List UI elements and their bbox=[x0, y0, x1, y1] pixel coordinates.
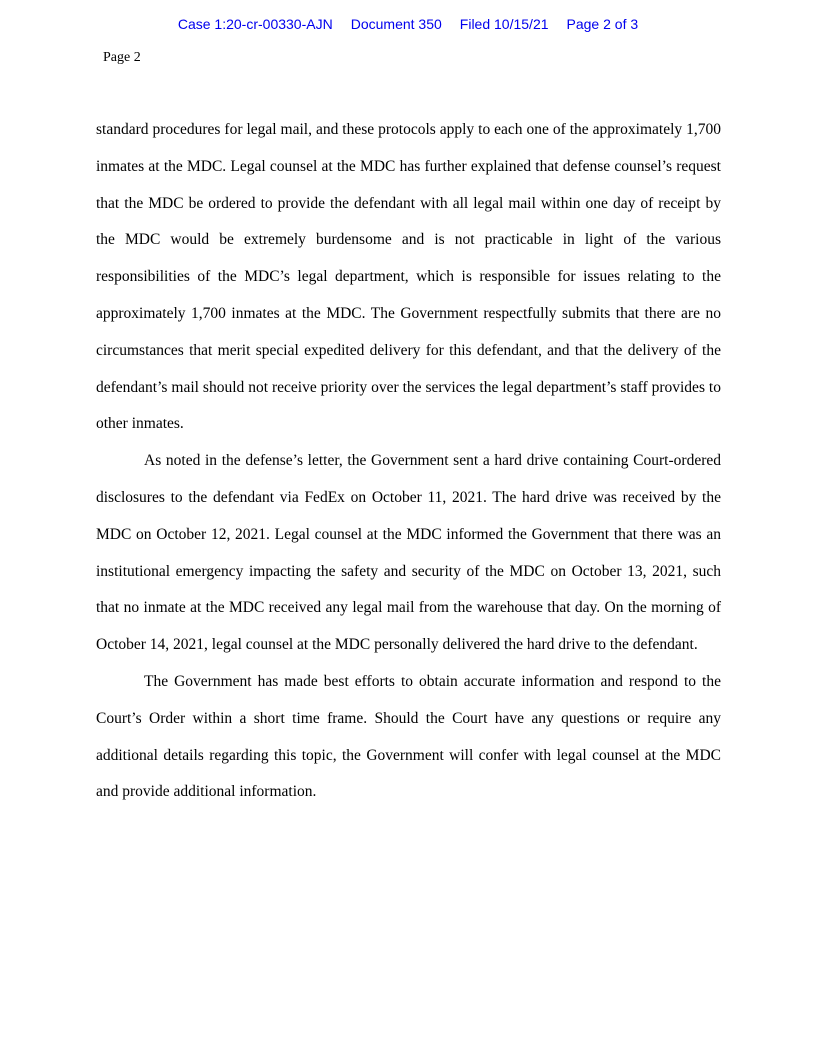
ecf-header-stamp bbox=[0, 16, 816, 32]
stamp-case-number: Case 1:20-cr-00330-AJN bbox=[177, 16, 333, 32]
paragraph-3: The Government has made best efforts to obtain accurate information and respond to the Court’s Order within a short time frame. Should the Court have any questions or require any additional details regarding this topic, the Government will confer with legal counsel at the MDC and provide additional information. bbox=[96, 672, 721, 801]
document-body bbox=[96, 112, 721, 811]
stamp-document-number: Document 350 bbox=[350, 16, 442, 32]
paragraph-1: standard procedures for legal mail, and these protocols apply to each one of the approximately 1,700 inmates at the MDC. Legal counsel at the MDC has further explained that defense counsel’s request that the MDC be ordered to provide the defendant with all legal mail within one day of receipt by the MDC would be extremely burdensome and is not practicable in light of the various responsibilities of the MDC’s legal department, which is responsible for issues relating to the approximately 1,700 inmates at the MDC. The Government respectfully submits that there are no circumstances that merit special expedited delivery for this defendant, and that the delivery of the defendant’s mail should not receive priority over the services the legal department’s staff provides to other inmates. bbox=[96, 121, 721, 433]
page-number-label: Page 2 bbox=[103, 50, 141, 65]
paragraph-2: As noted in the defense’s letter, the Government sent a hard drive containing Court-ordered disclosures to the defendant via FedEx on October 11, 2021. The hard drive was received by the MDC on October 12, 2021. Legal counsel at the MDC informed the Government that there was an institutional emergency impacting the safety and security of the MDC on October 13, 2021, such that no inmate at the MDC received any legal mail from the warehouse that day. On the morning of October 14, 2021, legal counsel at the MDC personally delivered the hard drive to the defendant. bbox=[96, 452, 721, 654]
stamp-filed-date: Filed 10/15/21 bbox=[459, 16, 549, 32]
stamp-page-count: Page 2 of 3 bbox=[566, 16, 639, 32]
